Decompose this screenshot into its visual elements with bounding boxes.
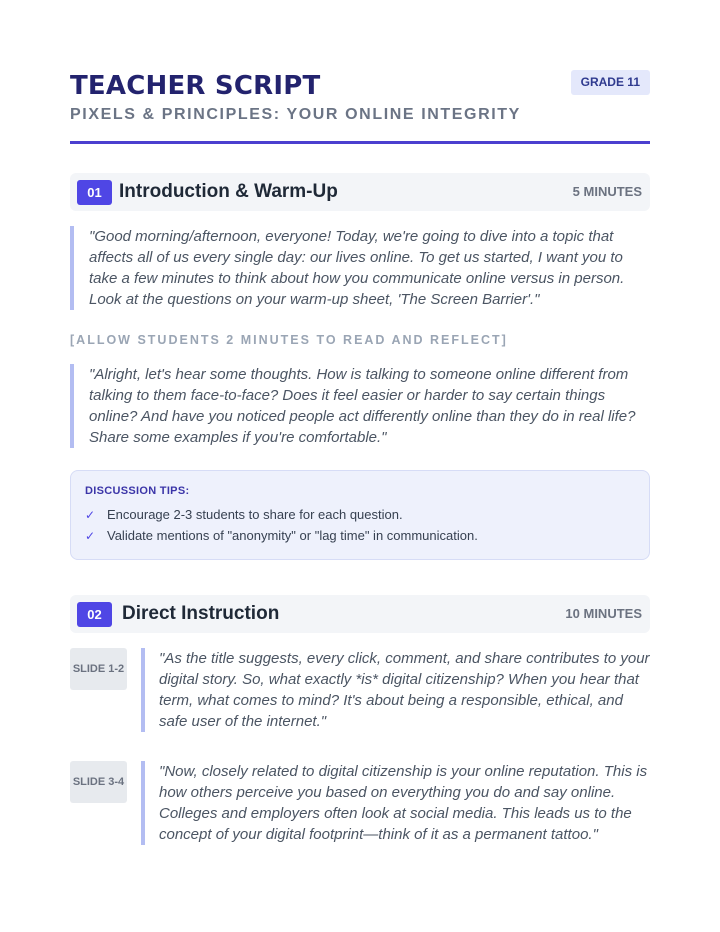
check-icon: ✓ xyxy=(85,529,96,543)
tip-text: Validate mentions of "anonymity" or "lag time" in communication. xyxy=(107,528,478,543)
document-title: TEACHER SCRIPT xyxy=(70,71,321,101)
slide-script-quote: "Now, closely related to digital citizenship is your online reputation. This is how others perceive you based on everything you do and say online. Colleges and employers often look at social media. This leads us to the concept of your digital footprint—think of it as a permanent tattoo." xyxy=(141,761,653,845)
check-icon: ✓ xyxy=(85,508,96,522)
stage-direction: [ALLOW STUDENTS 2 MINUTES TO READ AND REFLECT] xyxy=(70,333,508,347)
section-number: 01 xyxy=(77,180,112,205)
section-header-direct-instruction xyxy=(70,595,650,633)
grade-badge: GRADE 11 xyxy=(571,70,650,95)
section-title: Introduction & Warm-Up xyxy=(119,181,338,202)
section-duration: 5 MINUTES xyxy=(572,184,642,199)
tip-text: Encourage 2-3 students to share for each question. xyxy=(107,507,403,522)
document-header xyxy=(70,70,650,146)
script-quote: "Alright, let's hear some thoughts. How is talking to someone online different from talking to them face-to-face? Does it feel easier or harder to say certain things online? And have you noticed people act differently online than they do in real life? Share some examples if you're comfortable." xyxy=(70,364,651,448)
tips-title: DISCUSSION TIPS: xyxy=(85,485,190,497)
section-header-introduction xyxy=(70,173,650,211)
tip-item xyxy=(85,506,403,524)
slide-tag: SLIDE 1-2 xyxy=(70,648,127,690)
slide-tag: SLIDE 3-4 xyxy=(70,761,127,803)
document-subtitle: PIXELS & PRINCIPLES: YOUR ONLINE INTEGRITY xyxy=(70,106,521,123)
discussion-tips-box xyxy=(70,470,650,560)
slide-script-quote: "As the title suggests, every click, comment, and share contributes to your digital story. So, what exactly *is* digital citizenship? When you hear that term, what comes to mind? It's about being a responsible, ethical, and safe user of the internet." xyxy=(141,648,653,732)
tip-item xyxy=(85,527,478,545)
section-number: 02 xyxy=(77,602,112,627)
section-duration: 10 MINUTES xyxy=(565,606,642,621)
script-quote: "Good morning/afternoon, everyone! Today, we're going to dive into a topic that affects all of us every single day: our lives online. To get us started, I want you to take a few minutes to think about how you communicate online versus in person. Look at the questions on your warm-up sheet, 'The Screen Barrier'." xyxy=(70,226,651,310)
header-divider xyxy=(70,141,650,144)
section-title: Direct Instruction xyxy=(122,603,280,624)
